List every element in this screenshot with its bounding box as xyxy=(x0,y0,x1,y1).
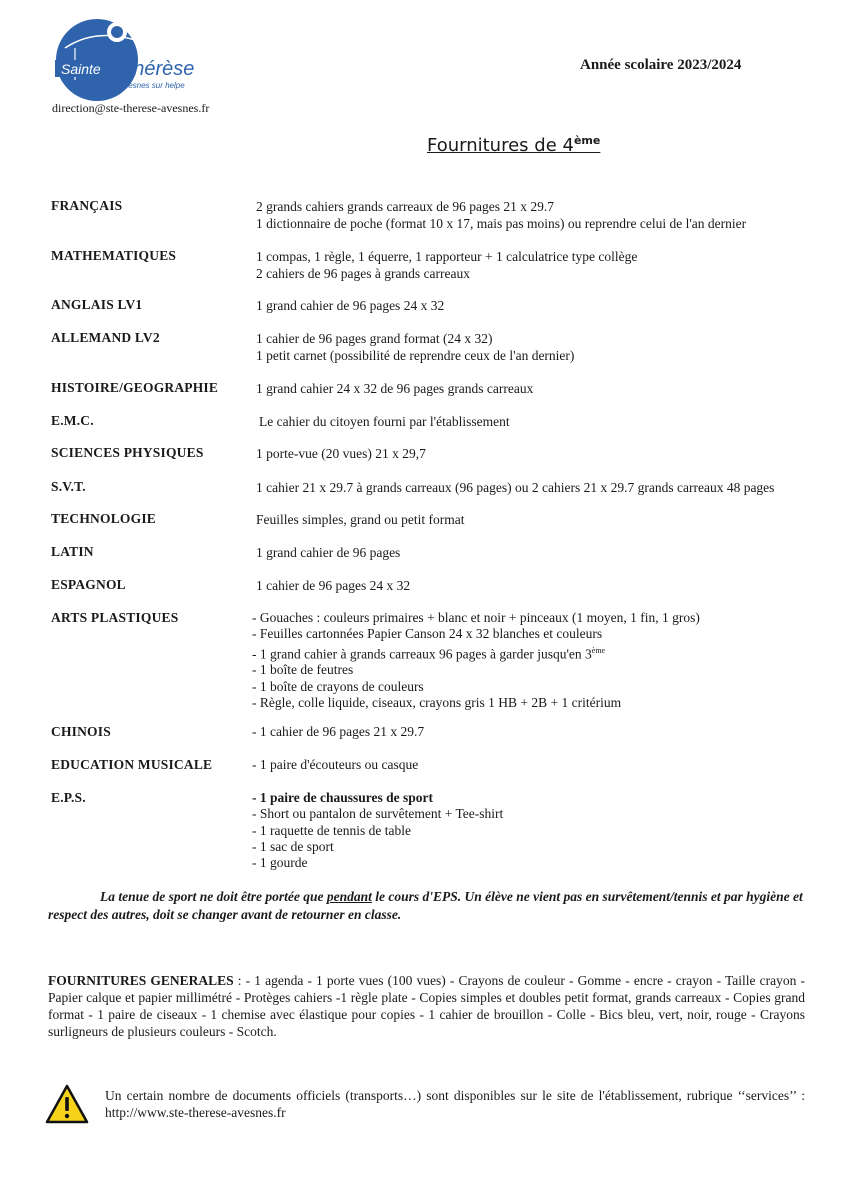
sport-dress-notice xyxy=(48,888,808,924)
item-line: 1 dictionnaire de poche (format 10 x 17, mais pas moins) ou reprendre celui de l'an dernier xyxy=(256,216,747,231)
item-line-sup: ème xyxy=(591,645,606,655)
subject-items xyxy=(252,724,424,740)
subject-name: ANGLAIS LV1 xyxy=(51,297,143,312)
subject-name: ALLEMAND LV2 xyxy=(51,330,160,345)
item-line: - 1 boîte de crayons de couleurs xyxy=(252,678,424,694)
subject-name: E.P.S. xyxy=(51,790,86,805)
item-line-text: - 1 grand cahier à grands carreaux 96 pages à garder jusqu'en 3 xyxy=(252,646,592,662)
item-line-bold: - 1 paire de chaussures de sport xyxy=(252,790,434,805)
subject-name: S.V.T. xyxy=(51,479,86,494)
notice-text-1: La tenue de sport ne doit être portée que xyxy=(100,889,327,904)
item-line: 1 grand cahier de 96 pages xyxy=(256,545,401,560)
subject-items xyxy=(252,610,700,711)
item-line: 1 cahier de 96 pages grand format (24 x 32) xyxy=(256,331,493,346)
item-line: - 1 sac de sport xyxy=(252,838,334,854)
subject-items xyxy=(256,445,426,462)
subject-name: E.M.C. xyxy=(51,413,94,428)
item-line: 1 cahier de 96 pages 24 x 32 xyxy=(256,578,411,593)
item-line: 1 porte-vue (20 vues) 21 x 29,7 xyxy=(256,446,426,461)
item-line: 2 grands cahiers grands carreaux de 96 pages 21 x 29.7 xyxy=(256,199,555,214)
subject-name: ARTS PLASTIQUES xyxy=(51,610,179,625)
warning-triangle-icon xyxy=(45,1084,89,1124)
item-line: - Règle, colle liquide, ciseaux, crayons gris 1 HB + 2B + 1 critérium xyxy=(252,694,622,710)
logo-text-therese: Thérèse xyxy=(121,58,195,80)
subject-items xyxy=(252,757,418,773)
notice-text-2: le cours d'EPS. Un élève ne vient pas en survêtement/tennis et par hygiène et respect des autres, doit se changer avant de retourner en classe. xyxy=(48,889,803,922)
subject-name: ESPAGNOL xyxy=(51,577,126,592)
subject-name: EDUCATION MUSICALE xyxy=(51,757,213,772)
item-line: - Feuilles cartonnées Papier Canson 24 x 32 blanches et couleurs xyxy=(252,626,603,642)
general-supplies-text: : - 1 agenda - 1 porte vues (100 vues) - Crayons de couleur - Gomme - encre - crayon - Taille crayon - Papier calque et papier millimétré - Protèges cahiers -1 règle plate - Copies simples et doubles petit format, grands carreaux - Copies grand format - 1 paire de ciseaux - 1 chemise avec élastique pour copies - 1 cahier de brouillon - Colle - Bics bleu, vert, noir, rouge - Crayons surligneurs de plusieurs couleurs - Scotch. xyxy=(48,973,805,1039)
subject-name: FRANÇAIS xyxy=(51,198,123,213)
subject-items xyxy=(259,413,510,430)
subject-items xyxy=(256,511,464,528)
logo-tagline: Avesnes sur helpe xyxy=(119,81,185,90)
general-supplies xyxy=(48,972,805,1040)
subject-name: HISTOIRE/GEOGRAPHIE xyxy=(51,380,219,395)
page-title-text: Fournitures de 4 xyxy=(427,135,574,156)
item-line: 1 grand cahier de 96 pages 24 x 32 xyxy=(256,298,445,313)
item-line: - Short ou pantalon de survêtement + Tee-shirt xyxy=(252,806,504,822)
subject-name: MATHEMATIQUES xyxy=(51,248,177,263)
item-line: - 1 paire d'écouteurs ou casque xyxy=(252,757,419,772)
item-line: - 1 boîte de feutres xyxy=(252,662,354,678)
subject-items xyxy=(256,248,637,282)
item-line: 2 cahiers de 96 pages à grands carreaux xyxy=(256,266,471,281)
item-line: - 1 gourde xyxy=(252,855,308,871)
item-line: - Gouaches : couleurs primaires + blanc et noir + pinceaux (1 moyen, 1 fin, 1 gros) xyxy=(252,610,700,625)
school-year: Année scolaire 2023/2024 xyxy=(580,57,742,73)
subject-items xyxy=(256,198,746,232)
subject-items xyxy=(256,330,574,364)
subject-name: SCIENCES PHYSIQUES xyxy=(51,445,204,460)
item-line: - 1 raquette de tennis de table xyxy=(252,822,411,838)
subject-items xyxy=(256,577,410,594)
item-line: 1 compas, 1 règle, 1 équerre, 1 rapporteur + 1 calculatrice type collège xyxy=(256,249,638,264)
item-line xyxy=(252,643,700,663)
warning-text: Un certain nombre de documents officiels (transports…) sont disponibles sur le site de l'établissement, rubrique ‘‘services’’ : http://www.ste-therese-avesnes.fr xyxy=(105,1088,805,1120)
school-logo xyxy=(55,18,215,103)
subject-items xyxy=(252,790,503,871)
subject-items xyxy=(256,297,444,314)
subject-items xyxy=(256,380,533,397)
general-supplies-label: FOURNITURES GENERALES xyxy=(48,973,234,988)
item-line: 1 cahier 21 x 29.7 à grands carreaux (96 pages) ou 2 cahiers 21 x 29.7 grands carreaux 48 pages xyxy=(256,480,775,495)
item-line: Le cahier du citoyen fourni par l'établissement xyxy=(259,414,510,429)
page-title-sup: ème xyxy=(573,134,601,147)
subject-name: CHINOIS xyxy=(51,724,111,739)
subject-items xyxy=(256,479,774,496)
page-title xyxy=(427,134,600,156)
item-line: 1 grand cahier 24 x 32 de 96 pages grands carreaux xyxy=(256,381,534,396)
subject-items xyxy=(256,544,400,561)
item-line: 1 petit carnet (possibilité de reprendre ceux de l'an dernier) xyxy=(256,348,575,363)
item-line: - 1 cahier de 96 pages 21 x 29.7 xyxy=(252,724,425,739)
item-line: Feuilles simples, grand ou petit format xyxy=(256,512,465,527)
logo-text-sainte: Sainte xyxy=(61,61,101,77)
notice-underlined: pendant xyxy=(326,889,372,904)
subject-name: TECHNOLOGIE xyxy=(51,511,156,526)
contact-email: direction@ste-therese-avesnes.fr xyxy=(52,101,210,115)
subject-name: LATIN xyxy=(51,544,94,559)
